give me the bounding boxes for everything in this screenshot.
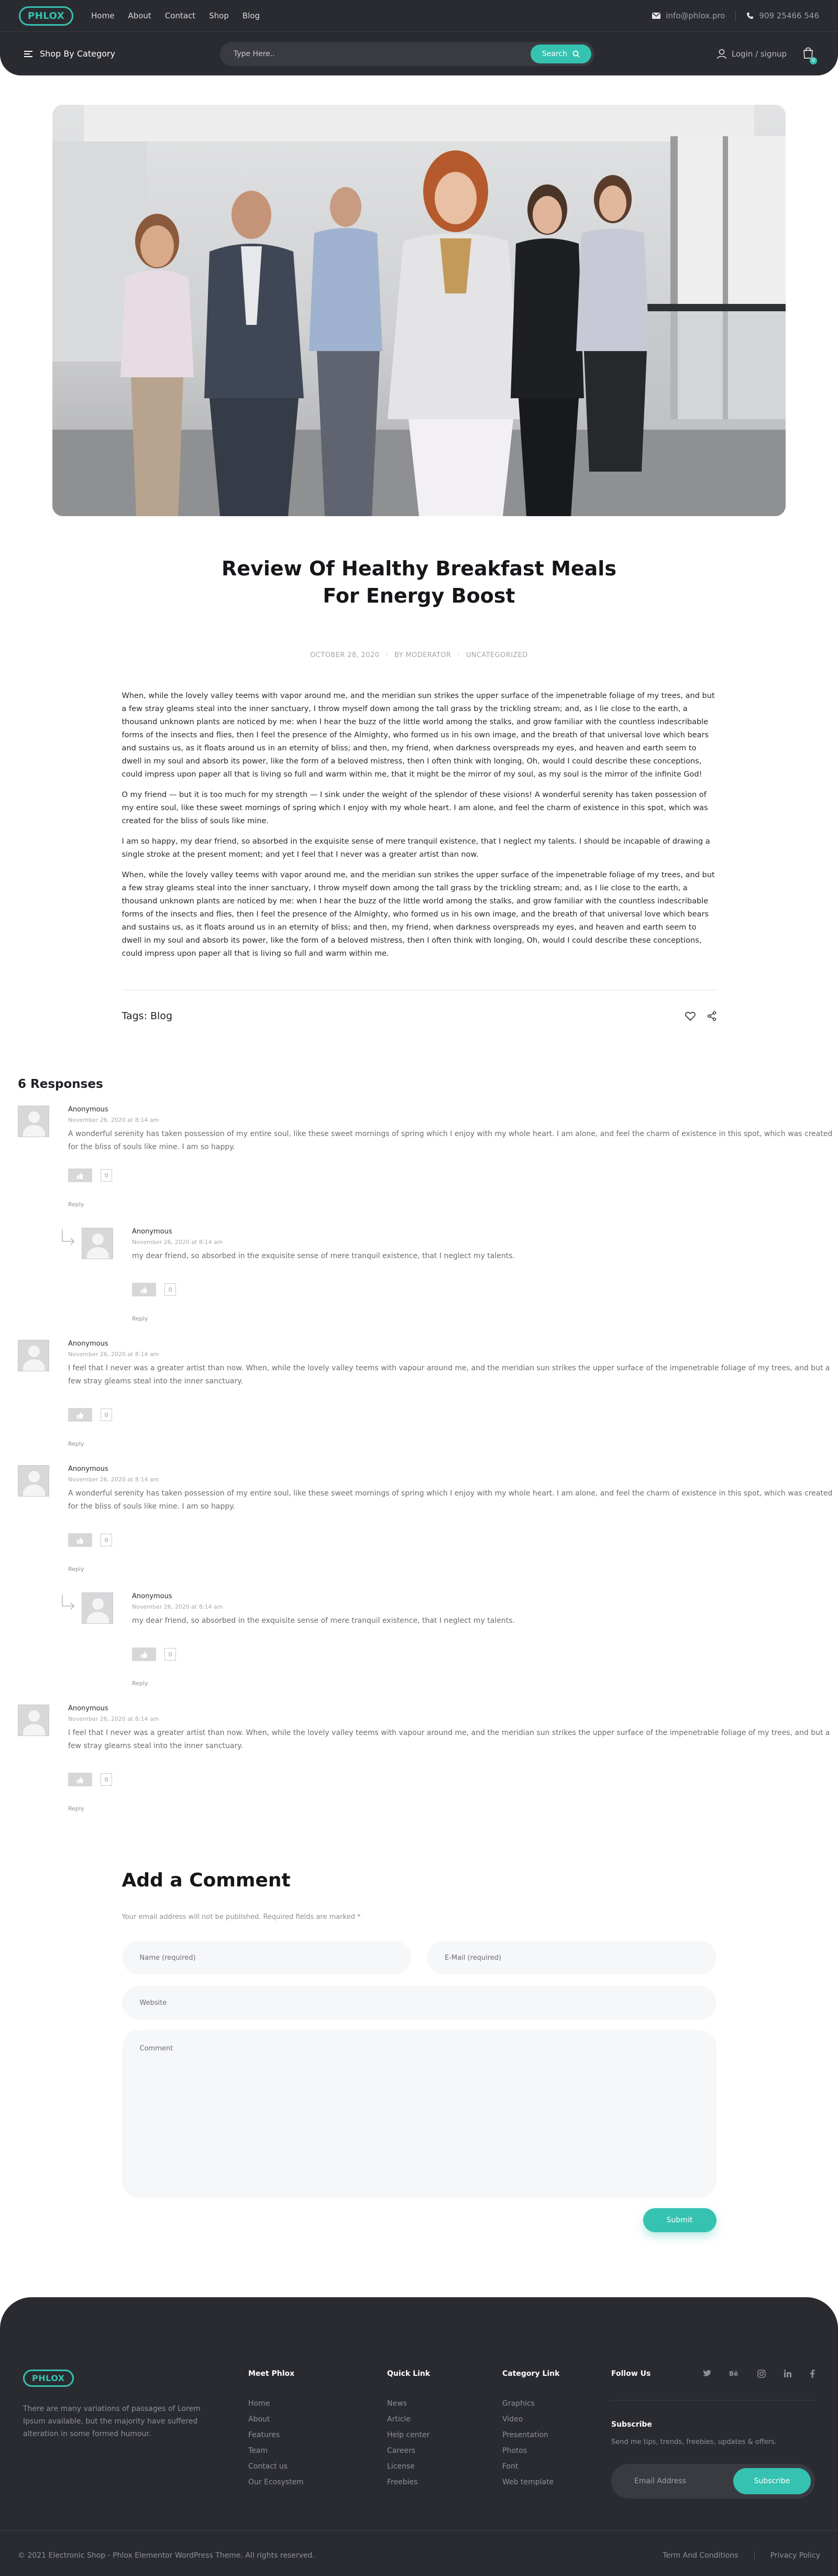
hero-image	[52, 105, 786, 516]
footer-col-title: Meet Phlox	[248, 2370, 295, 2378]
divider	[0, 2530, 838, 2531]
like-button[interactable]	[68, 1773, 92, 1786]
form-note: Your email address will not be published. Required fields are marked *	[122, 1913, 361, 1921]
comment-actions-wrap	[18, 1169, 838, 1208]
post-date[interactable]: OCTOBER 28, 2020	[310, 651, 380, 659]
thumbs-up-icon	[140, 1286, 148, 1293]
reply-arrow-icon	[56, 1592, 82, 1613]
category-label: Shop By Category	[40, 49, 115, 59]
twitter-icon[interactable]	[703, 2370, 711, 2377]
svg-text:Bē: Bē	[729, 2370, 738, 2377]
nav-home[interactable]: Home	[91, 11, 115, 20]
login-link[interactable]	[717, 49, 787, 59]
name-field[interactable]	[140, 1954, 394, 1962]
comment-author: Anonymous	[68, 1340, 108, 1348]
footer-logo[interactable]: PHLOX	[23, 2370, 74, 2387]
footer-link[interactable]: Freebies	[387, 2478, 418, 2486]
cart-button[interactable]	[802, 47, 814, 61]
reply-arrow-icon	[56, 1228, 82, 1249]
reply-label: Reply	[68, 1566, 84, 1573]
reply-link[interactable]	[68, 1566, 838, 1573]
reply-link[interactable]	[68, 1805, 838, 1812]
social-icons	[703, 2370, 815, 2378]
like-button[interactable]	[68, 1533, 92, 1547]
footer-col-category	[502, 2370, 611, 2498]
divider	[754, 2551, 755, 2560]
thumbs-up-icon	[76, 1776, 84, 1783]
search-button[interactable]	[531, 45, 591, 63]
facebook-icon[interactable]	[810, 2370, 815, 2378]
terms-link[interactable]: Term And Conditions	[663, 2551, 738, 2560]
footer-link[interactable]: Article	[387, 2415, 411, 2424]
comment-author: Anonymous	[132, 1592, 172, 1600]
reply-link[interactable]	[68, 1440, 838, 1447]
thumbs-up-icon	[76, 1537, 84, 1544]
comment-body	[68, 1106, 838, 1154]
mail-icon	[652, 13, 660, 19]
comment-text: A wonderful serenity has taken possession of my entire soul, like these sweet mornings of spring which I enjoy with my whole heart. I am alone, and feel the charm of existence in this spot, which was created for the bliss of souls like mine. I am so happy.	[68, 1130, 833, 1151]
comment-field[interactable]	[140, 2045, 699, 2183]
email-text: info@phlox.pro	[666, 11, 725, 20]
site-logo[interactable]: PHLOX	[19, 6, 73, 26]
phone-text: 909 25466 546	[759, 11, 819, 20]
comment-body	[68, 1705, 838, 1812]
account-area	[717, 47, 814, 61]
comment-text: my dear friend, so absorbed in the exquisite sense of mere tranquil existence, that I neglect my talents.	[132, 1617, 515, 1625]
search-icon	[572, 50, 580, 58]
nav-blog[interactable]: Blog	[242, 11, 260, 20]
like-count: 0	[164, 1648, 176, 1661]
reply-link[interactable]	[132, 1315, 838, 1322]
subscribe-button[interactable]: Subscribe	[733, 2468, 811, 2494]
user-icon	[717, 49, 726, 59]
post-category[interactable]: UNCATEGORIZED	[466, 651, 528, 659]
comment-actions	[68, 1773, 838, 1786]
comment-text: I feel that I never was a greater artist than now. When, while the lovely valley teems with vapour around me, and the meridian sun strikes the upper surface of the impenetrable foliage of my trees, and but a few stray gleams steal into the inner sanctuary.	[68, 1364, 830, 1385]
subscribe-form	[611, 2464, 815, 2498]
comment-author: Anonymous	[68, 1465, 108, 1473]
comment-date: November 26, 2020 at 8:14 am	[68, 1716, 159, 1722]
search-bar	[0, 31, 838, 75]
form-row	[122, 1941, 716, 1974]
paragraph: O my friend — but it is too much for my strength — I sink under the weight of the splendor of these visions! A wonderful serenity has taken possession of my entire soul, like these sweet mornings of spring which I enjoy with my whole heart. I am alone, and feel the charm of existence in this spot, which was created for the bliss of souls like mine.	[122, 791, 708, 825]
footer-col-quick	[387, 2370, 502, 2498]
like-button[interactable]	[68, 1408, 92, 1422]
footer-link[interactable]: News	[387, 2399, 407, 2408]
comment-author: Anonymous	[68, 1705, 108, 1712]
avatar	[18, 1705, 49, 1736]
category-menu[interactable]	[24, 49, 115, 59]
nav-about[interactable]: About	[128, 11, 151, 20]
footer-link[interactable]: Web template	[502, 2478, 554, 2486]
comment-date: November 26, 2020 at 8:14 am	[68, 1117, 159, 1123]
footer-link[interactable]: License	[387, 2462, 415, 2471]
paragraph: When, while the lovely valley teems with vapor around me, and the meridian sun strikes the upper surface of the impenetrable foliage of my trees, and but a few stray gleams steal into the inner sanctuary, I throw myself down among the tall grass by the trickling stream; and, as I lie close to the earth, a thousand unknown plants are noticed by me: when I hear the buzz of the little world among the stalks, and grow familiar with the countless indescribable forms of the insects and flies, then I feel the presence of the Almighty, who formed us in his own image, and the breath of that universal love which bears and sustains us, as it floats around us in an eternity of bliss; and then, my friend, when darkness overspreads my eyes, and heaven and earth seem to dwell in my soul and absorb its power, like the form of a beloved mistress, then I often think with longing, Oh, would I could describe these conceptions, could impress upon paper all that is living so full and warm within me, that it might be the mirror of my soul, as my soul is the mirror of the infinite God!	[122, 692, 715, 779]
footer-about-text: There are many variations of passages of Lorem Ipsum available, but the majority have suffered alteration in some formed humour.	[23, 2405, 201, 2438]
nav-contact[interactable]: Contact	[164, 11, 196, 20]
privacy-link[interactable]: Privacy Policy	[770, 2551, 820, 2560]
search-box	[220, 42, 594, 66]
comment-actions	[68, 1408, 838, 1422]
tags-link[interactable]: Tags: Blog	[122, 1010, 173, 1022]
title-line-1: Review Of Healthy Breakfast Meals	[222, 557, 616, 580]
subscribe-text: Send me tips, trends, freebies, updates & offers.	[611, 2438, 777, 2446]
comment-body	[68, 1340, 838, 1447]
website-field-wrap	[122, 1986, 716, 2020]
thumbs-up-icon	[140, 1651, 148, 1658]
footer-link[interactable]: Photos	[502, 2447, 527, 2455]
reply-label: Reply	[132, 1315, 148, 1322]
reply-label: Reply	[68, 1440, 84, 1447]
share-icon[interactable]	[707, 1011, 716, 1021]
cart-count-badge: 0	[810, 57, 817, 64]
article-body	[122, 690, 716, 960]
search-button-label: Search	[542, 49, 567, 58]
footer-link[interactable]: Contact us	[248, 2462, 288, 2471]
comment-body	[132, 1592, 838, 1687]
divider	[735, 10, 736, 21]
comment-body	[68, 1465, 838, 1573]
post-actions	[685, 1011, 716, 1021]
phone-info[interactable]	[746, 11, 819, 20]
form-title: Add a Comment	[122, 1870, 291, 1891]
like-count: 0	[101, 1534, 112, 1546]
top-bar	[0, 0, 838, 31]
footer	[0, 2297, 838, 2576]
responses-title: 6 Responses	[18, 1077, 103, 1091]
like-count: 0	[101, 1773, 112, 1786]
comment-date: November 26, 2020 at 8:14 am	[132, 1239, 223, 1246]
footer-bottom-bar	[18, 2551, 820, 2560]
comment-text: I feel that I never was a greater artist than now. When, while the lovely valley teems with vapour around me, and the meridian sun strikes the upper surface of the impenetrable foliage of my trees, and but a few stray gleams steal into the inner sanctuary.	[68, 1729, 830, 1750]
footer-link[interactable]: Font	[502, 2462, 519, 2471]
footer-link[interactable]: Careers	[387, 2447, 416, 2455]
like-button[interactable]	[132, 1283, 156, 1296]
email-field-wrap	[427, 1941, 716, 1974]
comment-reply	[56, 1592, 838, 1687]
footer-col-title: Category Link	[502, 2370, 560, 2378]
paragraph: When, while the lovely valley teems with vapor around me, and the meridian sun strikes the upper surface of the impenetrable foliage of my trees, and but a few stray gleams steal into the inner sanctuary, I throw myself down among the tall grass by the trickling stream; and, as I lie close to the earth, a thousand unknown plants are noticed by me: when I hear the buzz of the little world among the stalks, and grow familiar with the countless indescribable forms of the insects and flies, then I feel the presence of the Almighty, who formed us in his own image, and the breath of that universal love which bears and sustains us, as it floats around us in an eternity of bliss; and then, my friend, when darkness overspreads my eyes, and heaven and earth seem to dwell in my soul and absorb its power, like the form of a beloved mistress, then I often think with longing, Oh, would I could describe these conceptions, could impress upon paper all that is living so full and warm within me.	[122, 871, 715, 958]
behance-icon[interactable]	[729, 2370, 740, 2377]
comment-text: my dear friend, so absorbed in the exquisite sense of mere tranquil existence, that I neglect my talents.	[132, 1252, 515, 1260]
social-row	[611, 2370, 815, 2378]
comment-date: November 26, 2020 at 8:14 am	[68, 1476, 159, 1483]
website-field[interactable]	[140, 1999, 699, 2007]
footer-link[interactable]: About	[248, 2415, 270, 2424]
avatar	[18, 1106, 49, 1137]
avatar	[18, 1465, 49, 1497]
comment-date: November 26, 2020 at 8:14 am	[68, 1351, 159, 1358]
legal-links	[663, 2551, 820, 2560]
comment-actions	[68, 1533, 838, 1547]
tags-row	[122, 990, 716, 1022]
footer-columns	[23, 2370, 815, 2498]
post-author[interactable]: BY MODERATOR	[394, 651, 451, 659]
footer-about	[23, 2370, 248, 2498]
follow-title: Follow Us	[611, 2370, 651, 2378]
footer-link[interactable]: Graphics	[502, 2399, 535, 2408]
footer-link[interactable]: Team	[248, 2447, 268, 2455]
footer-link[interactable]: Video	[502, 2415, 523, 2424]
comment-text: A wonderful serenity has taken possession of my entire soul, like these sweet mornings of spring which I enjoy with my whole heart. I am alone, and feel the charm of existence in this spot, which was created for the bliss of souls like mine. I am so happy.	[68, 1489, 833, 1511]
like-button[interactable]	[68, 1169, 92, 1182]
submit-button[interactable]: Submit	[643, 2208, 716, 2232]
comment-author: Anonymous	[132, 1228, 172, 1236]
footer-link[interactable]: Home	[248, 2399, 270, 2408]
reply-label: Reply	[68, 1805, 84, 1812]
menu-icon	[24, 51, 32, 57]
thumbs-up-icon	[76, 1172, 84, 1179]
search-input[interactable]	[234, 50, 531, 58]
avatar	[82, 1592, 113, 1624]
like-count: 0	[101, 1409, 112, 1421]
top-nav	[91, 11, 260, 20]
reply-link[interactable]	[132, 1680, 838, 1687]
footer-link[interactable]: Help center	[387, 2431, 430, 2439]
avatar	[18, 1340, 49, 1371]
comment-reply	[56, 1228, 838, 1322]
subscribe-email-input[interactable]	[634, 2477, 733, 2485]
email-info[interactable]	[652, 11, 725, 20]
like-button[interactable]	[132, 1647, 156, 1661]
comment	[18, 1705, 838, 1812]
comment-form	[122, 1870, 716, 2232]
comment-actions	[18, 1169, 838, 1182]
comment	[18, 1106, 838, 1154]
footer-follow	[611, 2370, 815, 2498]
comment-field-wrap	[122, 2030, 716, 2198]
footer-link[interactable]: Our Ecosystem	[248, 2478, 304, 2486]
comment-actions	[132, 1283, 838, 1296]
avatar	[82, 1228, 113, 1259]
thumbs-up-icon	[76, 1412, 84, 1418]
comment-date: November 26, 2020 at 8:14 am	[132, 1603, 223, 1610]
linkedin-icon[interactable]	[784, 2370, 792, 2378]
comment-author: Anonymous	[68, 1106, 108, 1114]
footer-col-meet	[248, 2370, 387, 2498]
contact-info	[652, 10, 819, 21]
login-label: Login / signup	[731, 49, 787, 59]
reply-link[interactable]	[18, 1201, 838, 1208]
subscribe-title: Subscribe	[611, 2420, 652, 2429]
comment	[18, 1340, 838, 1447]
heart-icon[interactable]	[685, 1011, 696, 1021]
article-title	[0, 555, 838, 609]
article-meta: OCTOBER 28, 2020 · BY MODERATOR · UNCATEGORIZED	[310, 651, 528, 659]
comment	[18, 1465, 838, 1573]
copyright-text: © 2021 Electronic Shop - Phlox Elementor WordPress Theme. All rights reserved.	[18, 2551, 315, 2560]
footer-link[interactable]: Presentation	[502, 2431, 548, 2439]
reply-label: Reply	[68, 1201, 84, 1208]
nav-shop[interactable]: Shop	[209, 11, 229, 20]
name-field-wrap	[122, 1941, 412, 1974]
phone-icon	[746, 12, 754, 19]
email-field[interactable]	[445, 1954, 699, 1962]
office-team-photo	[52, 105, 786, 516]
footer-link[interactable]: Features	[248, 2431, 280, 2439]
footer-col-title: Quick Link	[387, 2370, 431, 2378]
comment-body	[132, 1228, 838, 1322]
submit-row	[122, 2208, 716, 2232]
like-count: 0	[164, 1283, 176, 1296]
comment-actions	[132, 1647, 838, 1661]
instagram-icon[interactable]	[757, 2370, 766, 2378]
title-line-2: For Energy Boost	[323, 584, 515, 607]
like-count: 0	[101, 1169, 112, 1182]
paragraph: I am so happy, my dear friend, so absorbed in the exquisite sense of mere tranquil existence, that I neglect my talents. I should be incapable of drawing a single stroke at the present moment; and yet I feel that I never was a greater artist than now.	[122, 837, 710, 859]
reply-label: Reply	[132, 1680, 148, 1687]
